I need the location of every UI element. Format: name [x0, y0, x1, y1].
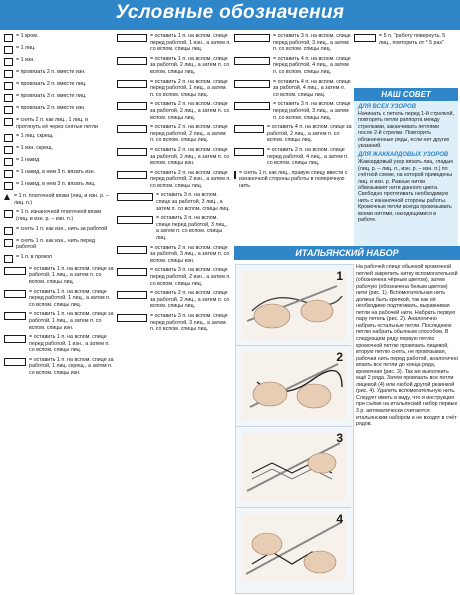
knitting-hands-illustration: [242, 433, 346, 501]
legend-entry-text: = провязать 2 п. вместе изн.: [16, 69, 86, 75]
stitch-symbol-icon: [4, 239, 13, 247]
header-bar: [0, 0, 460, 30]
legend-entry-text: = провязать 2 п. вместе изн.: [16, 105, 86, 111]
stitch-symbol-icon: [234, 102, 270, 110]
stitch-symbol-icon: [117, 57, 147, 65]
stitch-symbol-icon: [117, 80, 147, 88]
stitch-symbol-icon: [234, 171, 236, 179]
legend-entry: [117, 192, 231, 212]
legend-entry-text: = оставить 2 п. на вспом. спице за работой, 2 лиц., а затем п. со вспом. спицы изн.: [150, 146, 230, 167]
legend-entry: [117, 170, 231, 190]
stitch-symbol-icon: [4, 255, 13, 263]
stitch-symbol-icon: [117, 125, 147, 133]
stitch-symbol-icon: [4, 182, 13, 190]
legend-entry-text: = 1 п. изнаночной платочной вязки (лиц. и изн. р. – изн. п.): [16, 209, 102, 222]
legend-entry: [4, 57, 114, 66]
legend-entry: [4, 169, 114, 178]
stitch-symbol-icon: [117, 314, 147, 322]
legend-entry: [4, 254, 114, 263]
stitch-symbol-icon: [354, 34, 376, 42]
legend-entry-text: = оставить 1 п. на вспом. спице перед работой, 1 изн., а затем п. со вспом. спицы лиц.: [29, 334, 110, 354]
legend-entry-text: = оставить 1 п. на вспом. спице перед работой, 1 изн., а затем п. со вспом. спицы лиц.: [150, 33, 231, 53]
stitch-symbol-icon: [117, 246, 147, 254]
legend-entry-text: = оставить 3 п. на вспом. спице перед работой, 3 лиц., а затем п. со вспом. спицы лиц.: [273, 33, 351, 53]
stitch-symbol-icon: [117, 193, 153, 201]
legend-entry: [4, 289, 114, 309]
legend-entry-text: = оставить 3 п. на вспом. спице перед работой, 3 лиц., а затем п. со вспом. спицы лиц.: [150, 312, 228, 333]
stitch-symbol-icon: [4, 70, 13, 78]
legend-entry: [4, 81, 114, 90]
illustration-panel-4: [236, 508, 351, 588]
legend-entry: [4, 145, 114, 154]
stitch-symbol-icon: [4, 312, 26, 320]
stitch-symbol-icon: [234, 80, 270, 88]
legend-entry-text: = оставить 1 п. на вспом. спице за работой, 2 лиц., а затем п. со вспом. спицы лиц.: [150, 55, 230, 75]
stitch-symbol-icon: [4, 146, 13, 154]
legend-entry-text: = оставить 2 п. на вспом. спице перед работой, 2 изн., а затем п. со вспом. спицы лиц.: [150, 169, 231, 189]
legend-entry-text: = оставить 3 п. на вспом. спице перед работой, 3 лиц., а затем п. со вспом. спицы лиц.: [273, 101, 351, 121]
stitch-symbol-icon: [117, 171, 147, 179]
legend-entry-text: = оставить 2 п. на вспом. спице перед работой, 1 лиц., а затем п. со вспом. спицы лиц.: [150, 78, 228, 98]
legend-entry: [4, 33, 114, 42]
advice-subheading-jacquard: ДЛЯ ЖАККАРДОВЫХ УЗОРОВ: [358, 152, 449, 159]
legend-entry: [4, 209, 114, 222]
illustration-panel-1: [236, 265, 351, 346]
legend-entry: [4, 226, 114, 235]
legend-entry: [4, 357, 114, 377]
legend-entry: [117, 147, 231, 167]
legend-entry-text: = 1 накид, в нем 3 п. вязать изн.: [16, 169, 95, 176]
legend-entry: [234, 170, 352, 190]
legend-entry: [4, 311, 114, 331]
legend-entry-text: = оставить 2 п. на вспом. спице перед работой, 4 лиц., а затем п. со вспом. спицы лиц.: [267, 146, 349, 167]
legend-entry-text: = 1 лиц. скрещ.: [16, 133, 54, 140]
illustration-column: [235, 264, 354, 594]
legend-entry-text: = оставить 2 п. на вспом. спице перед работой, 2 лиц., а затем п. со вспом. спицы лиц.: [150, 124, 228, 144]
panel-number: 1: [336, 269, 343, 283]
legend-entry: [117, 56, 231, 76]
legend-entry: [234, 33, 352, 53]
legend-entry-text: = оставить 3 п. на вспом. спице за работой, 3 лиц., а затем п. со вспом. спицы лиц.: [156, 192, 230, 212]
legend-entry-text: = оставить 1 п. на вспом. спице за работой, 1 лиц. скрещ., а затем п. со вспом. спицы изн.: [29, 356, 114, 377]
advice-subheading-all: ДЛЯ ВСЕХ УЗОРОВ: [358, 104, 417, 110]
legend-entry-text: = оставить 1 п. на вспом. спице за работой, 1 лиц., а затем п. со вспом. спицы лиц.: [29, 265, 114, 285]
legend-entry: [117, 215, 231, 241]
legend-column-a: [4, 33, 114, 380]
stitch-symbol-icon: [117, 268, 147, 276]
legend-entry-text: = 1 лиц.: [16, 45, 36, 51]
stitch-symbol-icon: [117, 102, 147, 110]
knitting-hands-illustration: [242, 352, 346, 420]
stitch-symbol-icon: [4, 58, 13, 66]
legend-entry-text: = оставить 4 п. на вспом. спице перед работой, 4 лиц., а затем п. со вспом. спицы лиц.: [273, 55, 351, 75]
stitch-symbol-icon: [234, 57, 270, 65]
advice-text-all: Начинать с петель перед 1-й стрелкой, повторять петли раппорта между стрелками, заканчивать петлями после 2-й стрелки. Повторить обозначенные ряды, если нет других указаний.: [358, 111, 454, 150]
stitch-symbol-icon: [4, 335, 26, 343]
legend-entry-text: = снять 1 п. как изн., нить перед работой: [16, 237, 96, 251]
stitch-symbol-icon: [4, 158, 13, 166]
legend-entry-text: = оставить 1 п. на вспом. спице перед работой, 1 лиц., а затем п. со вспом. спицы лиц.: [29, 288, 111, 308]
legend-entry-text: = оставить 2 п. на вспом. спице за работой, 3 лиц., а затем п. со вспом. спицы изн.: [150, 244, 230, 264]
legend-entry-text: = оставить 2 п. на вспом. спице за работой, 2 лиц., а затем п. со вспом. спицы лиц.: [150, 290, 230, 310]
legend-entry-text: = оставить 2 п. на вспом. спице за работой, 2 лиц., а затем п. со вспом. спицы лиц.: [150, 101, 230, 121]
legend-entry: [117, 313, 231, 333]
legend-entry-text: = снять 2 п. как лиц., 1 лиц. и протянуть её через снятые петли: [16, 117, 99, 130]
legend-entry: [117, 33, 231, 53]
legend-entry-text: = снять 1 п. как изн., нить за работой: [16, 225, 108, 232]
legend-entry: [4, 334, 114, 354]
legend-entry: [234, 56, 352, 76]
stitch-symbol-icon: [4, 267, 26, 275]
illustration-panel-2: [236, 346, 351, 427]
stitch-symbol-icon: [4, 46, 13, 54]
legend-entry: [4, 238, 114, 251]
legend-entry-text: = 1 п. платочной вязки (лиц. и изн. р. – лиц. п.): [14, 193, 109, 206]
legend-entry-text: = 1 изн. скрещ.: [16, 145, 53, 152]
panel-number: 2: [336, 350, 343, 364]
legend-entry-text: = 1 изн.: [16, 57, 35, 63]
legend-entry-text: = провязать 2 п. вместе лиц.: [16, 81, 87, 87]
legend-entry: [234, 79, 352, 99]
stitch-symbol-icon: [4, 290, 26, 298]
legend-entry: [4, 266, 114, 286]
legend-entry-text: = 1 накид: [16, 157, 40, 164]
legend-entry: [4, 45, 114, 54]
stitch-symbol-icon: [4, 227, 13, 235]
legend-entry: [117, 245, 231, 265]
stitch-symbol-icon: [4, 118, 13, 126]
legend-entry-text: = провязать 3 п. вместе лиц.: [16, 93, 87, 99]
stitch-symbol-icon: [117, 216, 153, 224]
stitch-symbol-icon: [4, 194, 11, 200]
legend-entry: [117, 124, 231, 144]
legend-entry-text: = 1 п. в прокол: [16, 253, 53, 260]
legend-entry-text: = 1 кром.: [16, 33, 39, 39]
stitch-symbol-icon: [234, 148, 264, 156]
section-italian-title: ИТАЛЬЯНСКИЙ НАБОР: [295, 248, 399, 258]
stitch-symbol-icon: [4, 34, 13, 42]
legend-entry-text: = 5 п. "работу повернуть, 5 лиц., повторить от * 5 раз": [379, 33, 446, 46]
page-title: Условные обозначения: [115, 2, 345, 23]
legend-entry-text: = оставить 3 п. на вспом. спице перед работой, 3 лиц., а затем п. со вспом. спицы лиц.: [156, 215, 228, 242]
stitch-symbol-icon: [234, 34, 270, 42]
legend-column-b: [117, 33, 231, 336]
legend-entry-text: = 1 накид, в нем 3 п. вязать лиц.: [16, 181, 96, 188]
stitch-symbol-icon: [4, 358, 26, 366]
section-italian-header: [234, 246, 460, 260]
stitch-symbol-icon: [4, 94, 13, 102]
stitch-symbol-icon: [4, 170, 13, 178]
legend-column-c: [234, 33, 352, 192]
legend-entry: [4, 157, 114, 166]
legend-entry: [4, 117, 114, 130]
legend-entry-text: = оставить 1 п. на вспом. спице за работой, 1 лиц., а затем п. со вспом. спицы изн.: [29, 311, 114, 331]
stitch-symbol-icon: [117, 34, 147, 42]
legend-entry: [234, 147, 352, 167]
legend-entry: [354, 33, 458, 46]
legend-entry-text: = оставить 4 п. на вспом. спице за работой, 4 лиц., а затем п. со вспом. спицы лиц.: [273, 78, 351, 98]
legend-entry: [117, 290, 231, 310]
panel-number: 4: [336, 512, 343, 526]
italian-method-text: На рабочей спице обычной кромочной петлей закрепить нитку вспомогательной (обозначена чёрным цветом), затем рабочую (обозначена белым цветом) нити (рис. 1). Вспомогательная нить должна быть крепкой, так как её необходимо подтягивать, выравнивая петли на рабочей нити. Набрать первую пару петель (рис. 2). Аналогично набрать остальные петли. Последнюю петлю набрать обычным способом. В следующем ряду первую петлю кромочной петлю провязать лицевой, вторую петлю снять, не провязывая, рабочая нить перед работой, аналогично вязать все петли до конца ряда, кромочная (рис. 3). Так же выполнить ещё 2 ряда. Затем провязать все петли лицевой (4) или любой другой резинкой (рис. 4). Удалить вспомогательную нить. Следует иметь в виду, что и инструкция при съёме на итальянский набор первые 3 р. автоматически считаются итальянским набором и не входят в счёт рядов.: [356, 264, 458, 428]
legend-entry-text: = снять 1 п. как лиц., правую спицу ввести с изнаночной стороны работы в поперечную нить: [239, 169, 348, 189]
legend-entry-text: = оставить 3 п. на вспом. спице перед работой, 2 изн., а затем п. со вспом. спицы лиц.: [150, 267, 231, 287]
illustration-panel-3: [236, 427, 351, 508]
legend-entry: [4, 69, 114, 78]
stitch-symbol-icon: [4, 106, 13, 114]
legend-entry: [234, 124, 352, 144]
legend-entry: [117, 267, 231, 287]
advice-heading: НАШ СОВЕТ: [354, 88, 458, 101]
legend-entry: [234, 101, 352, 121]
legend-entry: [4, 133, 114, 142]
stitch-symbol-icon: [4, 82, 13, 90]
stitch-symbol-icon: [4, 134, 13, 142]
stitch-symbol-icon: [117, 148, 147, 156]
legend-entry: [4, 193, 114, 206]
legend-entry: [117, 79, 231, 99]
stitch-symbol-icon: [234, 125, 264, 133]
legend-entry: [4, 93, 114, 102]
legend-entry-text: = оставить 4 п. на вспом. спице за работой, 2 лиц., а затем п. со вспом. спицы лиц.: [267, 124, 352, 144]
panel-number: 3: [336, 431, 343, 445]
advice-text-jacquard: Жаккардовый узор вязать лиц. гладью (лиц. р. – лиц. п., изн. р. – изн. п.) по счётной схеме, на которой приведены лиц. и изн. р. Разные нитки обвязывают нити данного цвета. Свободно протягивать необходимую нить с изнаночной стороны работы. Кромочные петли всегда провязывать всеми нитями, находящимися в работе.: [358, 159, 454, 224]
stitch-symbol-icon: [117, 291, 147, 299]
legend-column-d: [354, 33, 458, 49]
legend-entry: [117, 101, 231, 121]
stitch-symbol-icon: [4, 210, 13, 218]
advice-box: [354, 88, 458, 246]
knitting-hands-illustration: [242, 514, 346, 582]
legend-entry: [4, 181, 114, 190]
legend-entry: [4, 105, 114, 114]
knitting-hands-illustration: [242, 271, 346, 339]
